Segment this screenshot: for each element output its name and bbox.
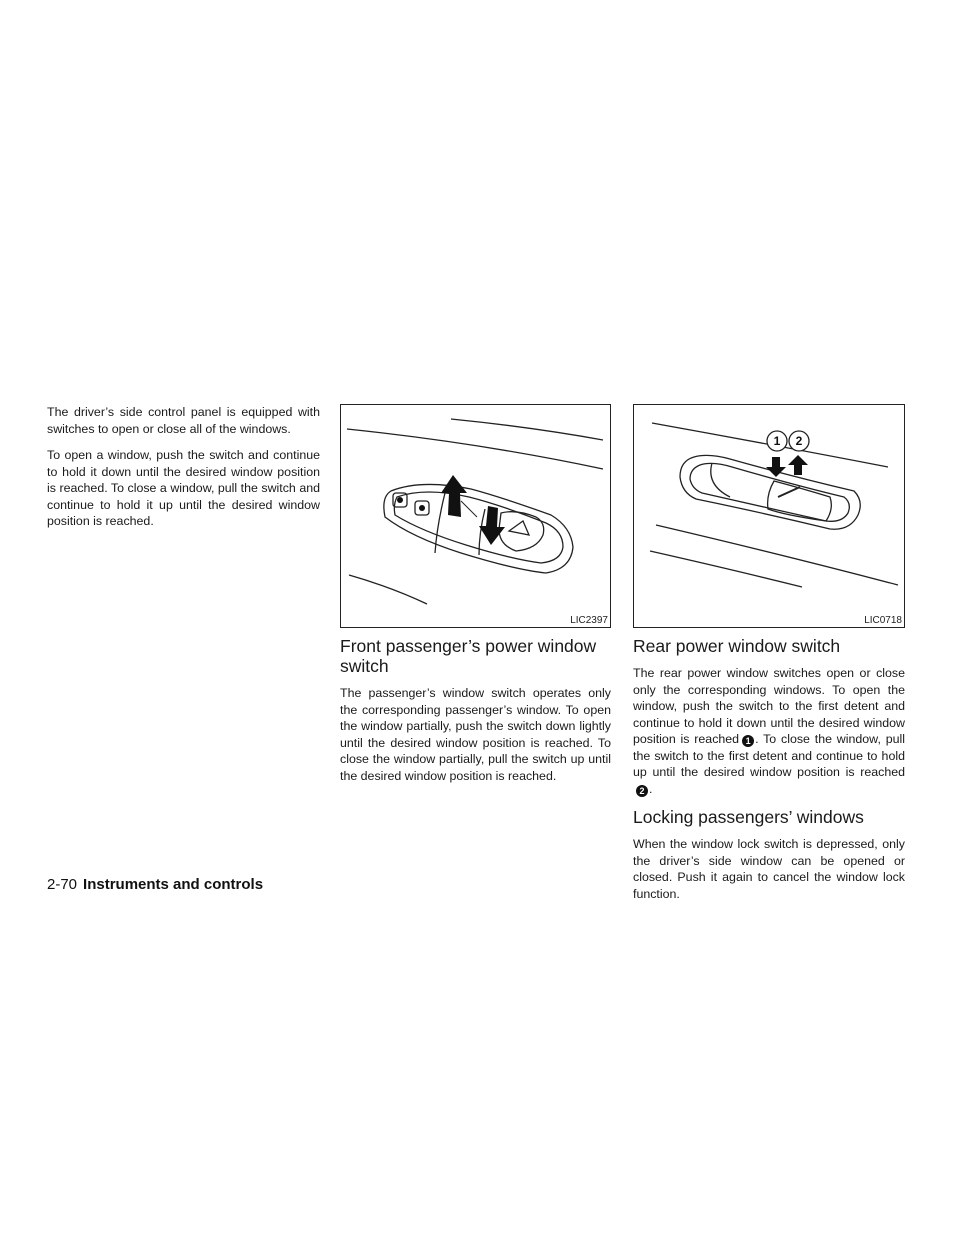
callout-2-marker: 2	[636, 785, 648, 797]
footer-section-name: Instruments and controls	[83, 876, 264, 893]
callout-2-label: 2	[795, 434, 803, 448]
page-footer	[47, 876, 263, 893]
intro-paragraph-1: The driver’s side control panel is equipped with switches to open or close all of the windows.	[47, 405, 320, 436]
rear-body-part-b: . To close the window, pull the switch to the first detent and continue to hold up until the desired window position is reached	[633, 732, 905, 779]
front-switch-body: The passenger’s window switch operates only the corresponding passenger’s window. To open the window partially, push the switch down lightly until the desired window position is reached. To close the window partially, pull the switch up until the desired window position is reached.	[340, 686, 611, 783]
callout-1-label: 1	[773, 434, 781, 448]
rear-switch-heading: Rear power window switch	[633, 636, 841, 656]
rear-switch-illustration	[634, 405, 905, 628]
rear-switch-body	[633, 665, 905, 797]
page-number: 2-70	[47, 876, 78, 893]
locking-heading: Locking passengers’ windows	[633, 807, 864, 827]
intro-column	[47, 404, 320, 540]
rear-figure-code: LIC0718	[864, 615, 902, 626]
front-switch-heading: Front passenger’s power window switch	[340, 636, 597, 676]
intro-paragraph-2: To open a window, push the switch and continue to hold it down until the desired window position is reached. To close a window, pull the switch and continue to hold it up until the desired window position is reached.	[47, 448, 320, 528]
front-switch-illustration	[341, 405, 611, 628]
front-figure-code: LIC2397	[570, 615, 608, 626]
rear-body-part-c: .	[649, 781, 653, 796]
callout-1-marker: 1	[742, 735, 754, 747]
front-switch-column	[340, 404, 611, 794]
front-switch-figure	[340, 404, 611, 628]
rear-body-part-a: The rear power window switches open or close only the corresponding windows. To open the window, push the switch to the first detent and continue to hold it down until the desired window position is reached	[633, 666, 905, 746]
rear-switch-figure	[633, 404, 905, 628]
rear-switch-column	[633, 404, 905, 912]
locking-body: When the window lock switch is depressed, only the driver’s side window can be opened or closed. Push it again to cancel the window lock function.	[633, 837, 905, 901]
